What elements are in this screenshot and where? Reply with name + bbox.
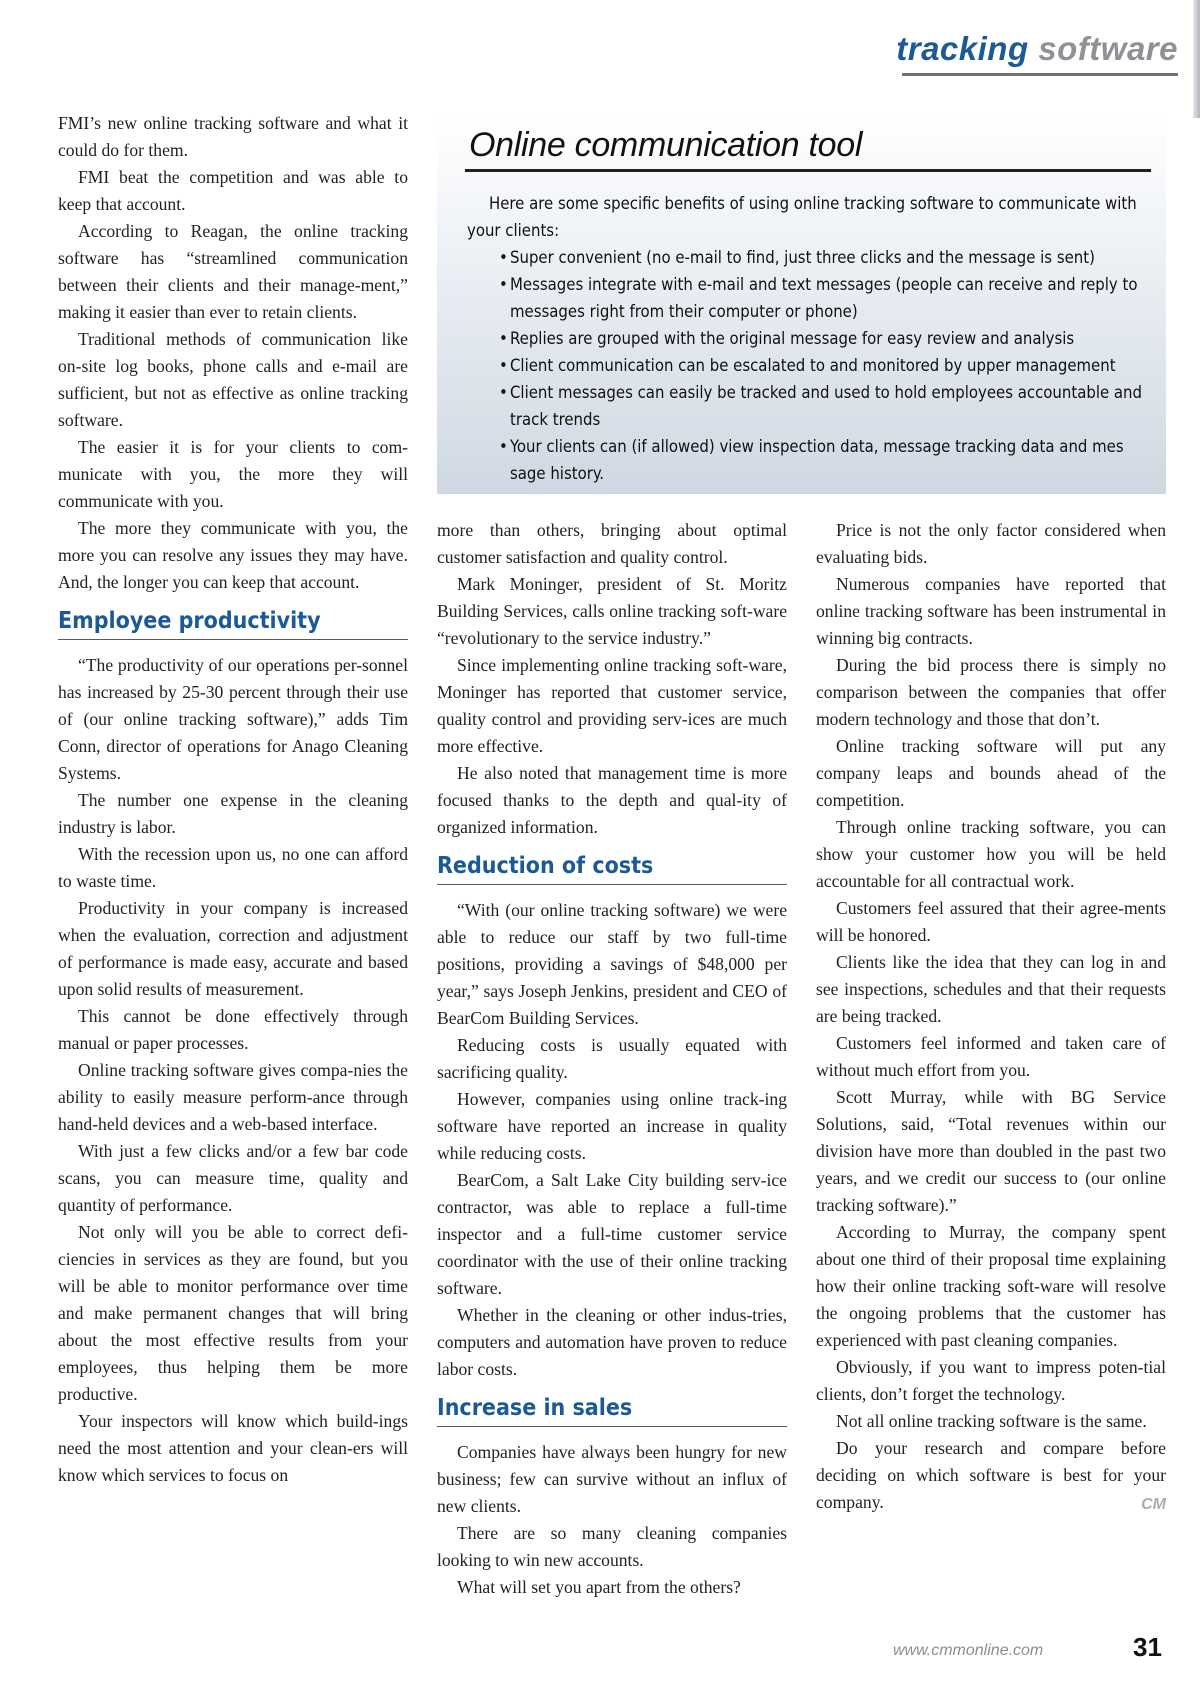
list-item-text: Super convenient (no e-mail to find, just three clicks and the message is sent) <box>510 248 1095 267</box>
list-item <box>499 271 1144 325</box>
page-edge-tab <box>1193 0 1200 118</box>
paragraph: BearCom, a Salt Lake City building serv-ice contractor, was able to replace a full-time inspector and a full-time customer service coordinator with the use of their online tracking software. <box>437 1170 787 1298</box>
paragraph: Online tracking software will put any company leaps and bounds ahead of the competition. <box>816 736 1166 810</box>
paragraph-last <box>816 1435 1166 1516</box>
paragraph: Since implementing online tracking soft-ware, Moninger has reported that customer service, quality control and providing serv-ices are much more effective. <box>437 655 787 756</box>
paragraph: “The productivity of our operations per-sonnel has increased by 25-30 percent through their use of (our online tracking software),” adds Tim Conn, director of operations for Anago Cleaning Systems. <box>58 655 408 783</box>
paragraph: Price is not the only factor considered when evaluating bids. <box>816 520 1166 567</box>
paragraph: Customers feel informed and taken care of without much effort from you. <box>816 1033 1166 1080</box>
paragraph: Mark Moninger, president of St. Moritz Building Services, calls online tracking soft-ware “revolutionary to the service industry.” <box>437 574 787 648</box>
paragraph: Reducing costs is usually equated with sacrificing quality. <box>437 1035 787 1082</box>
paragraph: The easier it is for your clients to com-municate with you, the more they will communicate with you. <box>58 437 408 511</box>
list-item <box>499 244 1144 271</box>
list-item-text: Replies are grouped with the original message for easy review and analysis <box>510 329 1075 348</box>
paragraph: He also noted that management time is more focused thanks to the depth and qual-ity of organized information. <box>437 763 787 837</box>
column-2 <box>437 517 787 1601</box>
sidebar-body <box>467 190 1144 487</box>
paragraph: Scott Murray, while with BG Service Solutions, said, “Total revenues within our division have more than doubled in the past two years, and we credit our success to (our online tracking software).” <box>816 1087 1166 1215</box>
paragraph: However, companies using online track-ing software have reported an increase in quality while reducing costs. <box>437 1089 787 1163</box>
paragraph: Customers feel assured that their agree-ments will be honored. <box>816 898 1166 945</box>
paragraph: According to Reagan, the online tracking software has “streamlined communication between their clients and their manage-ment,” making it easier than ever to retain clients. <box>58 221 408 322</box>
heading-reduction-of-costs: Reduction of costs <box>437 852 787 885</box>
paragraph: more than others, bringing about optimal customer satisfaction and quality control. <box>437 520 787 567</box>
footer-url: www.cmmonline.com <box>893 1642 1044 1659</box>
bullet-icon: • <box>499 329 508 348</box>
column-1 <box>58 110 408 1489</box>
bullet-icon: • <box>499 248 508 267</box>
column-3 <box>816 517 1166 1518</box>
paragraph: Numerous companies have reported that online tracking software has been instrumental in winning big contracts. <box>816 574 1166 648</box>
bullet-icon: • <box>499 356 508 375</box>
heading-employee-productivity: Employee productivity <box>58 607 408 640</box>
paragraph: Companies have always been hungry for new business; few can survive without an influx of new clients. <box>437 1442 787 1516</box>
bullet-icon: • <box>499 275 508 294</box>
paragraph: FMI beat the competition and was able to keep that account. <box>58 167 408 214</box>
paragraph: Traditional methods of communication like on-site log books, phone calls and e-mail are sufficient, but not as effective as online tracking software. <box>58 329 408 430</box>
section-header-word-tracking: tracking <box>896 30 1029 67</box>
sidebar-title: Online communication tool <box>469 126 863 164</box>
paragraph: Clients like the idea that they can log in and see inspections, schedules and that their requests are being tracked. <box>816 952 1166 1026</box>
bullet-icon: • <box>499 383 508 402</box>
list-item <box>499 379 1144 433</box>
paragraph: Your inspectors will know which build-ings need the most attention and your clean-ers will know which services to focus on <box>58 1411 408 1485</box>
list-item <box>499 433 1144 487</box>
paragraph: This cannot be done effectively through manual or paper processes. <box>58 1006 408 1053</box>
paragraph: There are so many cleaning companies looking to win new accounts. <box>437 1523 787 1570</box>
bullet-icon: • <box>499 437 508 456</box>
paragraph: The number one expense in the cleaning industry is labor. <box>58 790 408 837</box>
paragraph: Not only will you be able to correct defi-ciencies in services as they are found, but you will be able to monitor performance over time and make permanent changes that will bring about the most effective results from your employees, thus helping them be more productive. <box>58 1222 408 1404</box>
list-item-text: Messages integrate with e-mail and text messages (people can receive and reply to messages right from their computer or phone) <box>510 275 1138 321</box>
list-item <box>499 325 1144 352</box>
paragraph: Productivity in your company is increased when the evaluation, correction and adjustment of performance is made easy, accurate and based upon solid results of measurement. <box>58 898 408 999</box>
heading-increase-in-sales: Increase in sales <box>437 1394 787 1427</box>
list-item-text: Client messages can easily be tracked and used to hold employees accountable and track trends <box>510 383 1142 429</box>
paragraph: According to Murray, the company spent about one third of their proposal time explaining how their online tracking soft-ware will resolve the ongoing problems that the customer has experienced with past cleaning companies. <box>816 1222 1166 1350</box>
sidebar-intro: Here are some specific benefits of using online tracking software to communicate with your clients: <box>467 194 1137 240</box>
paragraph: Not all online tracking software is the same. <box>836 1411 1147 1431</box>
header-rule <box>902 73 1178 76</box>
page-number: 31 <box>1133 1632 1162 1662</box>
paragraph: Obviously, if you want to impress poten-tial clients, don’t forget the technology. <box>816 1357 1166 1404</box>
section-header <box>896 30 1178 68</box>
paragraph-text: Do your research and compare before deciding on which software is best for your company. <box>816 1438 1166 1512</box>
paragraph: “With (our online tracking software) we were able to reduce our staff by two full-time positions, providing a savings of $48,000 per year,” says Joseph Jenkins, president and CEO of BearCom Building Services. <box>437 900 787 1028</box>
section-header-word-software: software <box>1038 30 1178 67</box>
list-item <box>499 352 1144 379</box>
paragraph: The more they communicate with you, the more you can resolve any issues they may have. And, the longer you can keep that account. <box>58 518 408 592</box>
list-item-text: Client communication can be escalated to and monitored by upper management <box>510 356 1116 375</box>
sidebar-online-communication-tool <box>437 116 1166 494</box>
paragraph: What will set you apart from the others? <box>457 1577 741 1597</box>
paragraph: FMI’s new online tracking software and what it could do for them. <box>58 113 408 160</box>
paragraph: With the recession upon us, no one can afford to waste time. <box>58 844 408 891</box>
paragraph: With just a few clicks and/or a few bar code scans, you can measure time, quality and quantity of performance. <box>58 1141 408 1215</box>
paragraph: During the bid process there is simply no comparison between the companies that offer modern technology and those that don’t. <box>816 655 1166 729</box>
list-item-text: Your clients can (if allowed) view inspection data, message tracking data and mes sage history. <box>510 437 1124 483</box>
end-mark: CM <box>1141 1496 1166 1513</box>
paragraph: Online tracking software gives compa-nies the ability to easily measure perform-ance through hand-held devices and a web-based interface. <box>58 1060 408 1134</box>
paragraph: Through online tracking software, you can show your customer how you will be held accountable for all contractual work. <box>816 817 1166 891</box>
sidebar-bullet-list <box>467 244 1144 487</box>
paragraph: Whether in the cleaning or other indus-tries, computers and automation have proven to reduce labor costs. <box>437 1305 787 1379</box>
sidebar-rule <box>465 169 1151 172</box>
